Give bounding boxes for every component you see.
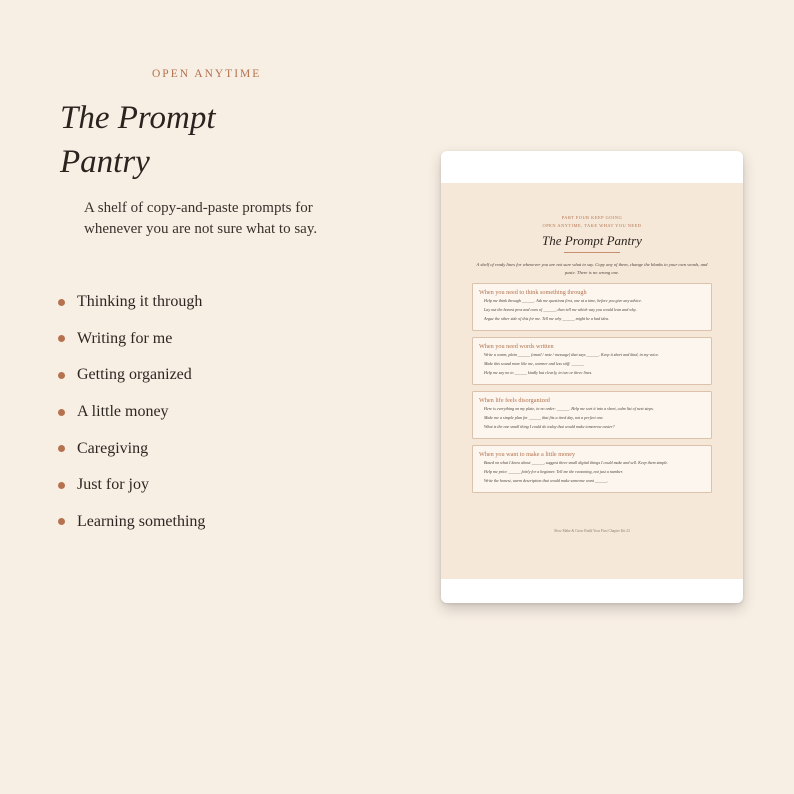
section-heading: When you need words written [479,343,554,350]
prompt-section [472,283,712,331]
prompt-line: Make me a simple plan for ______ that fits a tired day, not a perfect one. [484,415,604,420]
prompt-line: Based on what I know about ______, suggest three small digital things I could make and sell. Keep them simple. [484,460,669,465]
topic-label: Caregiving [77,439,149,457]
bullet-icon [58,372,65,379]
prompt-line: Here is everything on my plate, in no order: ______. Help me sort it into a short, calm list of next steps. [484,406,654,411]
topic-label: A little money [77,403,169,421]
bullet-icon [58,299,65,306]
topic-label: Thinking it through [77,293,203,311]
prompt-line: Argue the other side of this for me. Tell me why ______ might be a bad idea. [484,316,610,321]
document-footer: Slow Make & Grow Build Your First Chapter Kit 23 [554,529,630,533]
eyebrow-label: OPEN ANYTIME [152,68,262,80]
prompt-section [472,391,712,439]
section-heading: When life feels disorganized [479,397,550,404]
prompt-section [472,445,712,493]
section-heading: When you need to think something through [479,289,587,296]
title-line-1: The Prompt [60,100,216,136]
page-title [60,96,300,184]
prompt-line: Write the honest, warm description that would make someone want ______. [484,478,609,483]
prompt-line: Make this sound more like me, warmer and less stiff: ______ [484,361,584,366]
document-eyebrow-line-1: PART FOUR KEEP GOING [561,215,623,220]
document-eyebrow-line-2: OPEN ANYTIME, TAKE WHAT YOU NEED [542,223,642,228]
prompt-line: Help me say no to ______ kindly but clearly, in two or three lines. [484,370,593,375]
topic-item [58,321,205,358]
topic-item [58,284,205,321]
document-intro: A shelf of ready lines for whenever you are not sure what to say. Copy any of them, change the blanks to your own words, and paste. There is no wrong one. [476,262,708,275]
bullet-icon [58,335,65,342]
topic-list [58,284,205,540]
prompt-line: Help me think through ______. Ask me questions first, one at a time, before you give any advice. [484,298,642,303]
document-eyebrow [441,214,743,230]
prompt-line: Help me price ______ fairly for a beginner. Tell me the reasoning, not just a number. [484,469,623,474]
section-heading: When you want to make a little money [479,451,576,458]
document-page [441,183,743,579]
topic-item [58,357,205,394]
bullet-icon [58,409,65,416]
topic-label: Just for joy [77,476,149,494]
prompt-line: Write a warm, plain ______ (email / note / message) that says ______. Keep it short and kind, in my voice. [484,352,660,357]
intro-text: A shelf of copy-and-paste prompts for whenever you are not sure what to say. [84,200,318,237]
bullet-icon [58,482,65,489]
topic-item [58,467,205,504]
bullet-icon [58,518,65,525]
document-title: The Prompt Pantry [542,233,642,248]
topic-item [58,394,205,431]
tablet-mockup [441,151,743,603]
title-divider [564,252,620,253]
topic-label: Writing for me [77,329,173,347]
topic-label: Learning something [77,512,206,530]
prompt-section [472,337,712,385]
topic-item [58,504,205,541]
bullet-icon [58,445,65,452]
prompt-line: What is the one small thing I could do today that would make tomorrow easier? [484,424,615,429]
topic-label: Getting organized [77,366,192,384]
topic-item [58,430,205,467]
title-line-2: Pantry [60,144,150,180]
prompt-line: Lay out the honest pros and cons of ______, then tell me which way you would lean and why. [484,307,637,312]
